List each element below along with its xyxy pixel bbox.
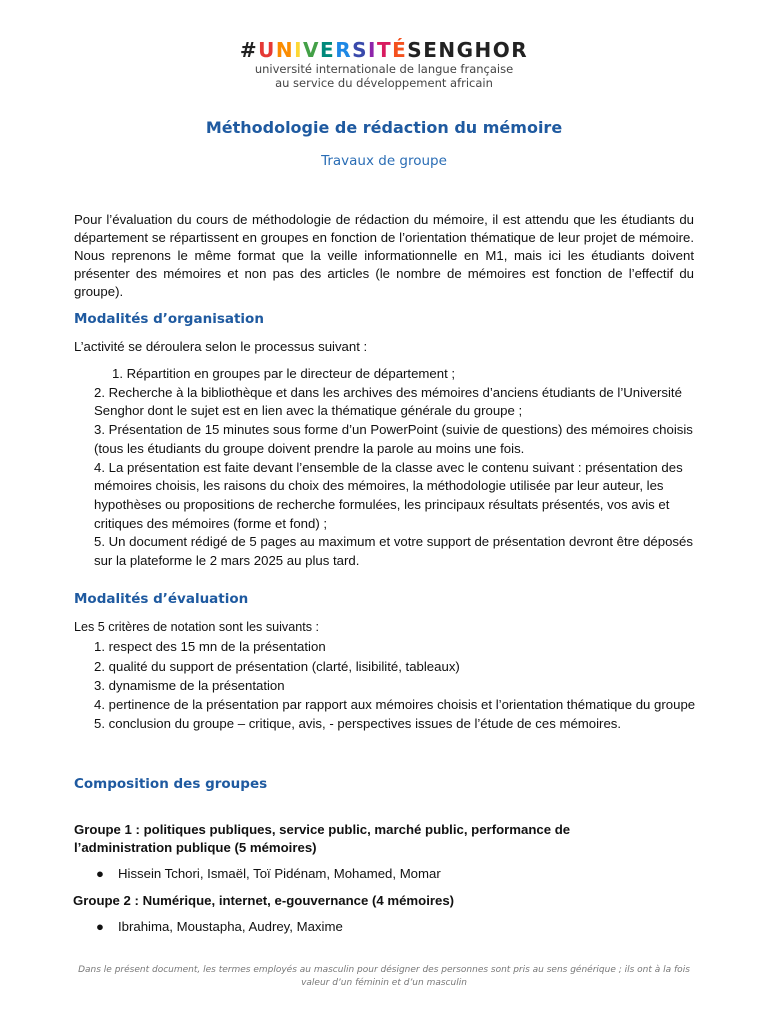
logo-letter: S bbox=[352, 38, 369, 62]
tagline-line-1: université internationale de langue française bbox=[254, 62, 514, 76]
logo-letter: N bbox=[275, 38, 295, 62]
footer-note: Dans le présent document, les termes employés au masculin pour désigner des personnes sont pris au sens générique ; ils ont à la fois valeur d’un féminin et d’un masculin bbox=[78, 965, 690, 988]
organisation-list bbox=[94, 365, 696, 571]
logo-letter: V bbox=[303, 38, 321, 62]
list-item: 4. pertinence de la présentation par rapport aux mémoires choisis et l’orientation thématique du groupe bbox=[94, 696, 696, 712]
logo-letter: É bbox=[392, 38, 408, 62]
logo-senghor: SENGHOR bbox=[407, 38, 529, 62]
document-title: Méthodologie de rédaction du mémoire bbox=[205, 118, 563, 137]
logo-letter: R bbox=[335, 38, 353, 62]
bullet-icon: ● bbox=[96, 866, 104, 881]
logo-letter: I bbox=[294, 38, 304, 62]
logo-letter: U bbox=[258, 38, 276, 62]
list-item: 2. qualité du support de présentation (clarté, lisibilité, tableaux) bbox=[94, 658, 460, 674]
intro-paragraph: Pour l’évaluation du cours de méthodologie de rédaction du mémoire, il est attendu que les étudiants du département se répartissent en groupes en fonction de l’orientation thématique de leur projet de mémoire. Nous reprenons le même format que la veille informationnelle en M1, mais ici les étudiants doivent présenter des mémoires et non pas des articles (le nombre de mémoires est fonction de l’effectif du groupe). bbox=[74, 212, 694, 299]
list-item: 1. respect des 15 mn de la présentation bbox=[94, 639, 326, 654]
evaluation-lead: Les 5 critères de notation sont les suivants : bbox=[74, 620, 320, 634]
group-1-members bbox=[96, 866, 441, 881]
group-1-title: Groupe 1 : politiques publiques, service public, marché public, performance de l’administration publique (5 mémoires) bbox=[74, 822, 571, 855]
list-item: 5. Un document rédigé de 5 pages au maximum et votre support de présentation devront être déposés sur la plateforme le 2 mars 2025 au plus tard. bbox=[94, 534, 693, 569]
list-item: 3. dynamisme de la présentation bbox=[94, 678, 285, 693]
heading-composition: Composition des groupes bbox=[74, 776, 268, 792]
document-subtitle: Travaux de groupe bbox=[321, 153, 447, 169]
list-item: 5. conclusion du groupe – critique, avis, - perspectives issues de l’étude de ces mémoires. bbox=[94, 715, 622, 731]
group-2-title: Groupe 2 : Numérique, internet, e-gouvernance (4 mémoires) bbox=[73, 893, 455, 908]
list-item: 3. Présentation de 15 minutes sous forme d’un PowerPoint (suivie de questions) des mémoires choisis (tous les étudiants du groupe doivent prendre la parole au moins une fois. bbox=[94, 422, 693, 456]
tagline-line-2: au service du développement africain bbox=[275, 76, 493, 90]
logo-letter: I bbox=[368, 38, 377, 62]
organisation-lead: L’activité se déroulera selon le processus suivant : bbox=[74, 339, 368, 354]
list-item: 4. La présentation est faite devant l’ensemble de la classe avec le contenu suivant : présentation des mémoires choisis, les raisons du choix des mémoires, la méthodologie utilisée par leur auteur, les hypothèses ou propositions de recherche formulées, les principaux résultats présentés, vos avis et critiques des mémoires (forme et fond) ; bbox=[94, 459, 683, 531]
heading-evaluation: Modalités d’évaluation bbox=[74, 591, 249, 607]
list-item: 1. Répartition en groupes par le directeur de département ; bbox=[112, 366, 456, 381]
member-list: Hissein Tchori, Ismaël, Toï Pidénam, Mohamed, Momar bbox=[118, 866, 441, 881]
list-item: 2. Recherche à la bibliothèque et dans les archives des mémoires d’anciens étudiants de l’Université Senghor dont le sujet est en lien avec la thématique générale du groupe ; bbox=[94, 384, 682, 419]
logo-hash: # bbox=[239, 38, 259, 62]
logo-letter: E bbox=[320, 38, 336, 62]
logo-colored-letters bbox=[258, 38, 407, 62]
logo-letter: T bbox=[376, 38, 393, 62]
evaluation-list bbox=[94, 637, 696, 733]
logo-block bbox=[0, 38, 768, 90]
university-logo bbox=[0, 38, 768, 62]
member-list: Ibrahima, Moustapha, Audrey, Maxime bbox=[118, 919, 343, 934]
group-2-members bbox=[96, 919, 343, 934]
heading-organisation: Modalités d’organisation bbox=[74, 311, 264, 327]
bullet-icon: ● bbox=[96, 919, 104, 934]
